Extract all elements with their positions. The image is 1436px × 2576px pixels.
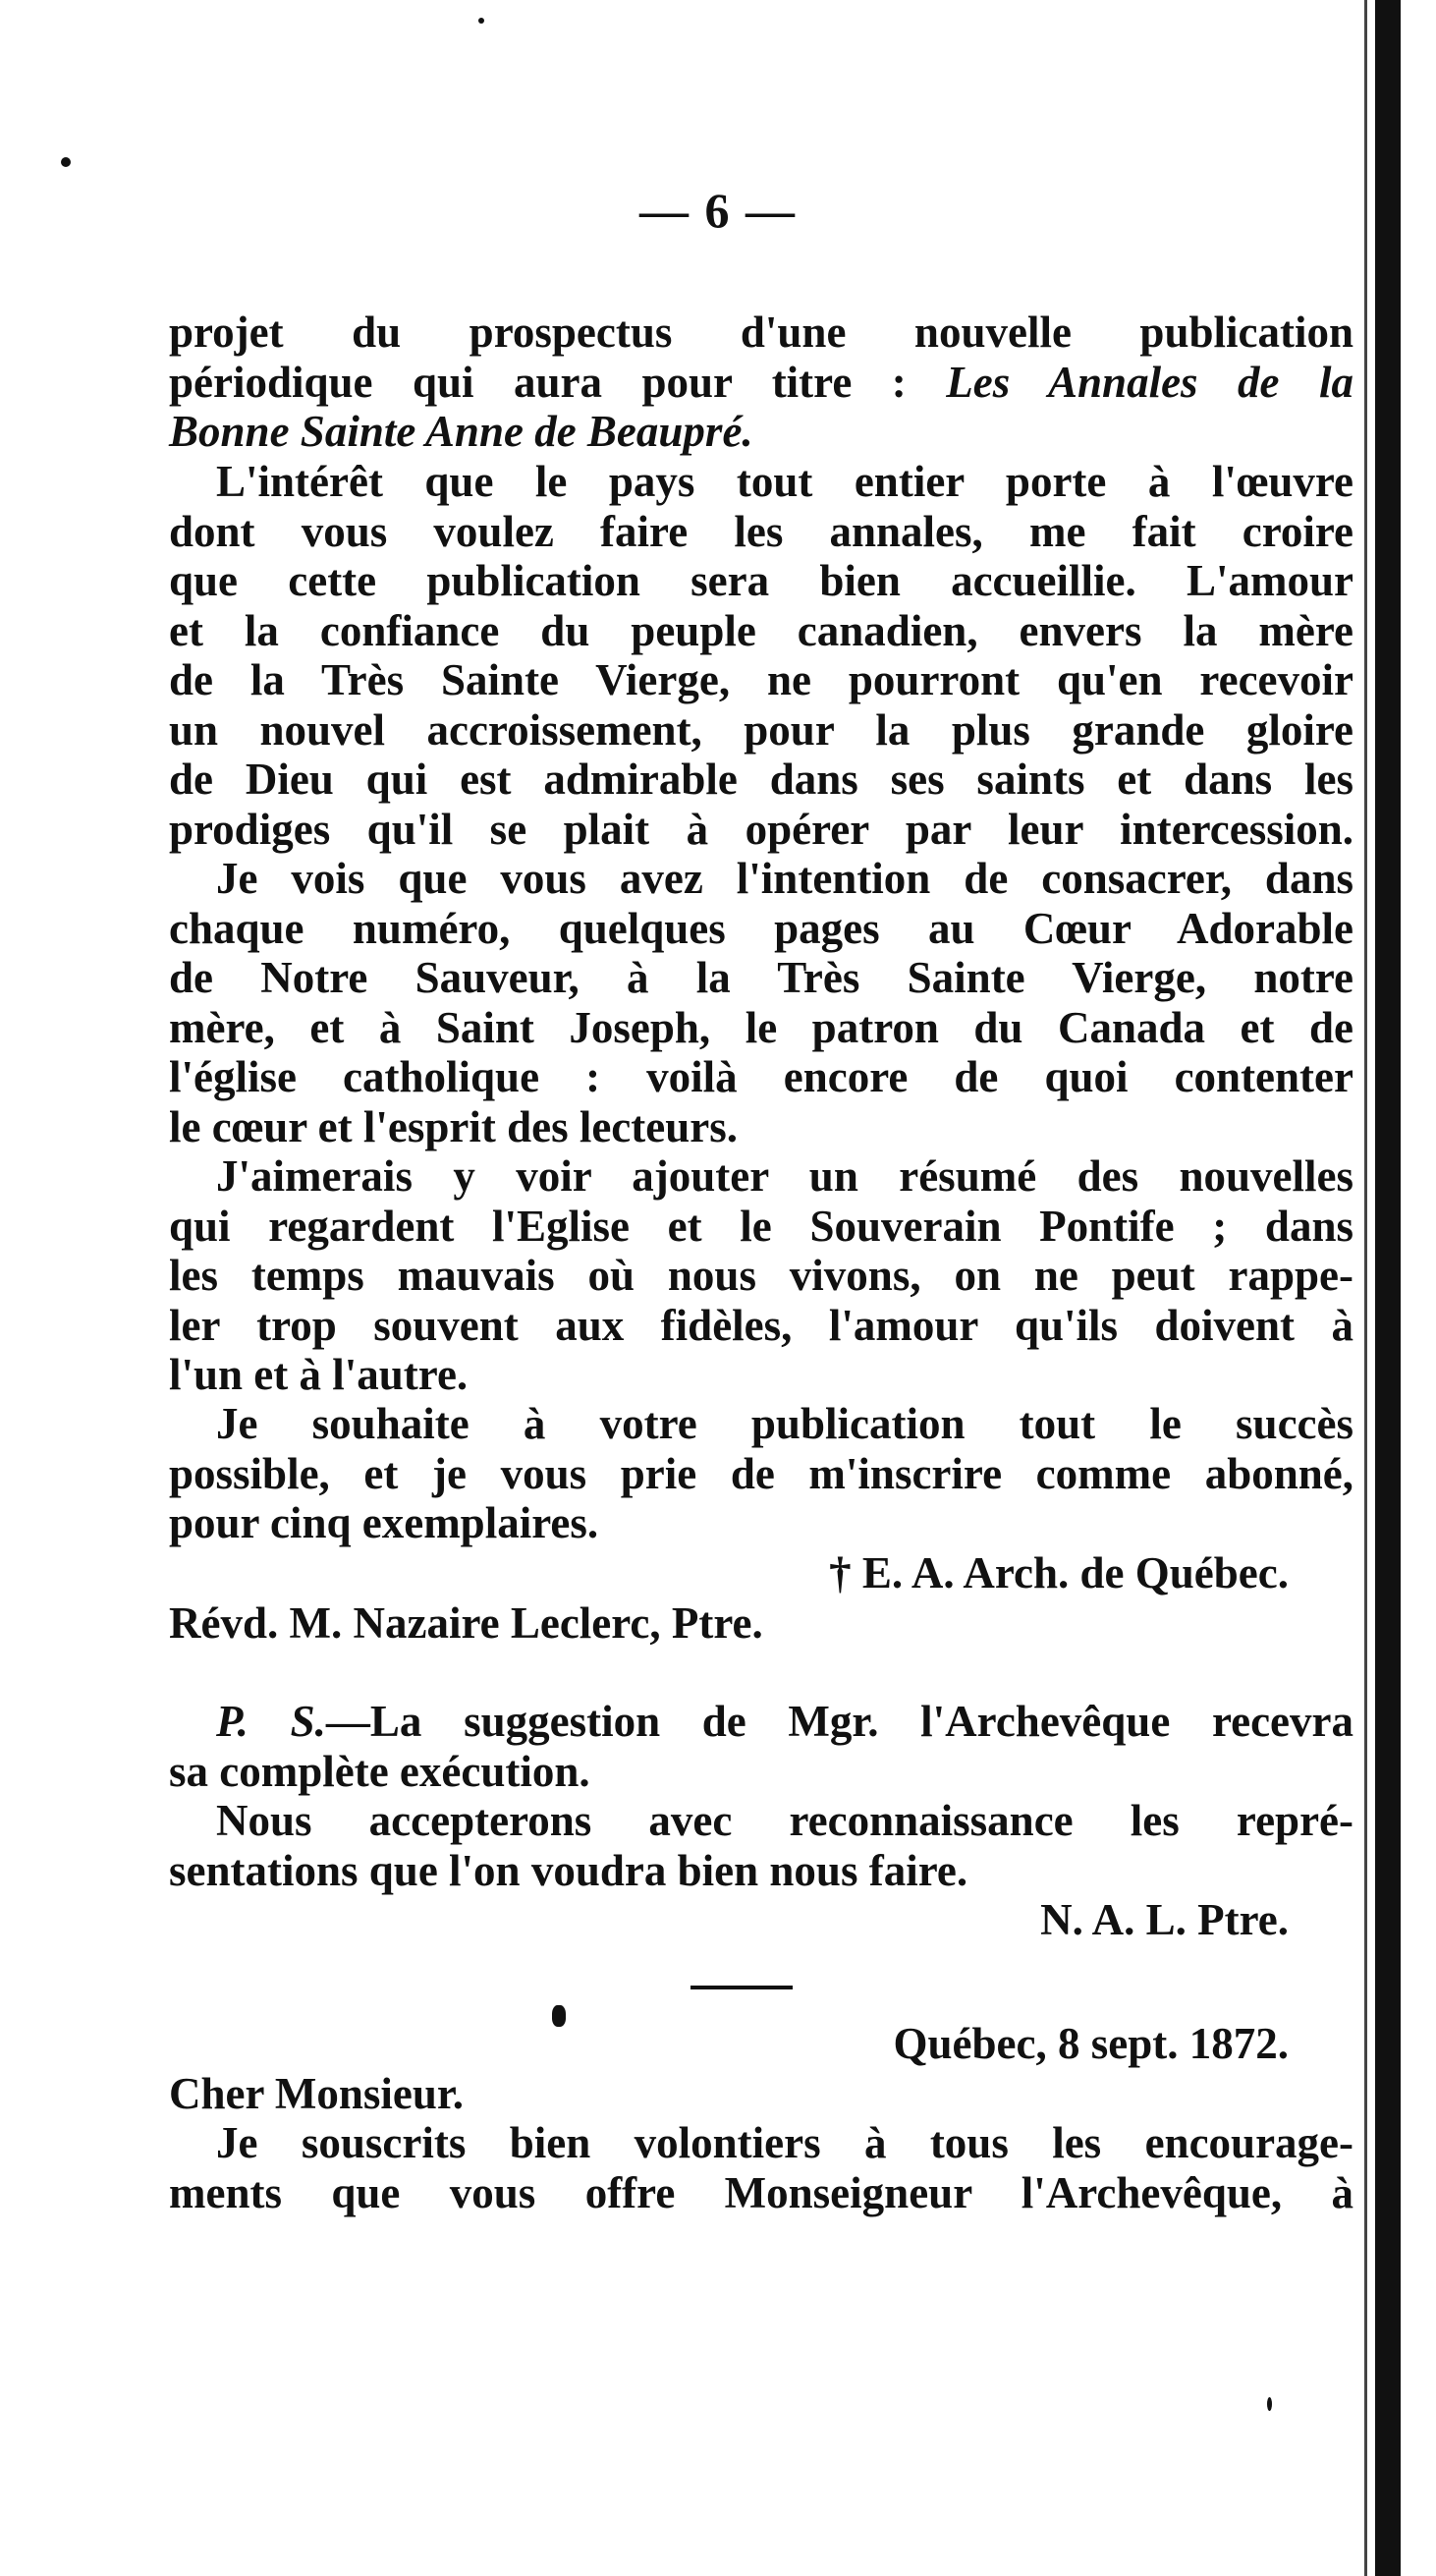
- text-line: l'un et à l'autre.: [169, 1350, 469, 1399]
- text-line: ments que vous offre Monseigneur l'Archevêque, à: [169, 2167, 1353, 2217]
- text-line: ler trop souvent aux fidèles, l'amour qu'ils doivent à: [169, 1300, 1353, 1350]
- text-line: les temps mauvais où nous vivons, on ne peut rappe-: [169, 1251, 1353, 1300]
- text-line: Je souhaite à votre publication tout le succès: [216, 1399, 1353, 1448]
- scan-speck: [552, 2005, 566, 2027]
- text-line: chaque numéro, quelques pages au Cœur Adorable: [169, 903, 1353, 953]
- text-line: sa complète exécution.: [169, 1746, 590, 1796]
- paragraph-interest: [169, 457, 1353, 854]
- text-line: Je vois que vous avez l'intention de consacrer, dans: [216, 854, 1353, 903]
- text-line: prodiges qu'il se plait à opérer par leur intercession.: [169, 804, 1353, 854]
- page-edge-shadow: [1375, 0, 1401, 2576]
- scan-speck: [61, 157, 71, 167]
- postscript-signature: N. A. L. Ptre.: [1040, 1895, 1289, 1944]
- text-line: de la Très Sainte Vierge, ne pourront qu'en recevoir: [169, 655, 1353, 704]
- dateline: Québec, 8 sept. 1872.: [893, 2019, 1289, 2068]
- text-line: sentations que l'on voudra bien nous faire.: [169, 1845, 968, 1895]
- text-line: possible, et je vous prie de m'inscrire comme abonné,: [169, 1448, 1353, 1498]
- text-line: projet du prospectus d'une nouvelle publication: [169, 308, 1353, 357]
- postscript: [169, 1697, 1353, 1945]
- letter-closing: [169, 1548, 1353, 1648]
- scan-speck: [478, 18, 484, 24]
- journal-title: Les Annales de la: [946, 357, 1353, 407]
- journal-title-line: Bonne Sainte Anne de Beaupré.: [169, 407, 753, 456]
- page-number: — 6 —: [639, 183, 797, 238]
- text-line: périodique qui aura pour titre : Les Annales de la: [169, 357, 1353, 407]
- text-line: Je souscrits bien volontiers à tous les encourage-: [216, 2118, 1353, 2167]
- second-letter: [169, 2019, 1353, 2217]
- text-line: L'intérêt que le pays tout entier porte à l'œuvre: [216, 457, 1353, 506]
- page-edge-line: [1364, 0, 1367, 2576]
- text-line: le cœur et l'esprit des lecteurs.: [169, 1101, 739, 1151]
- archbishop-signature: † E. A. Arch. de Québec.: [829, 1548, 1289, 1597]
- text-line: qui regardent l'Eglise et le Souverain Pontife ; dans: [169, 1201, 1353, 1251]
- addressee: Révd. M. Nazaire Leclerc, Ptre.: [169, 1597, 763, 1648]
- text-line: que cette publication sera bien accueillie. L'amour: [169, 556, 1353, 605]
- text-line: J'aimerais y voir ajouter un résumé des nouvelles: [216, 1151, 1353, 1201]
- postscript-label: P. S.: [216, 1697, 326, 1746]
- text-line: Nous accepterons avec reconnaissance les repré-: [216, 1796, 1353, 1845]
- scan-speck: [1267, 2397, 1272, 2411]
- text-line: un nouvel accroissement, pour la plus grande gloire: [169, 704, 1353, 755]
- section-divider: [690, 1986, 793, 1989]
- paragraph-prospectus: [169, 308, 1353, 457]
- text-line: et la confiance du peuple canadien, envers la mère: [169, 605, 1353, 655]
- text-line: l'église catholique : voilà encore de quoi contenter: [169, 1052, 1353, 1101]
- paragraph-subscription: [169, 1399, 1353, 1548]
- text-line: P. S.—La suggestion de Mgr. l'Archevêque recevra: [216, 1697, 1354, 1746]
- text-line: mère, et à Saint Joseph, le patron du Canada et de: [169, 1002, 1353, 1052]
- text-line: pour cinq exemplaires.: [169, 1498, 599, 1547]
- text-line: dont vous voulez faire les annales, me fait croire: [169, 506, 1353, 556]
- text-line: de Dieu qui est admirable dans ses saints et dans les: [169, 755, 1353, 804]
- paragraph-news: [169, 1151, 1353, 1400]
- text-line: de Notre Sauveur, à la Très Sainte Vierge, notre: [169, 953, 1353, 1002]
- salutation: Cher Monsieur.: [169, 2068, 465, 2118]
- paragraph-intention: [169, 854, 1353, 1151]
